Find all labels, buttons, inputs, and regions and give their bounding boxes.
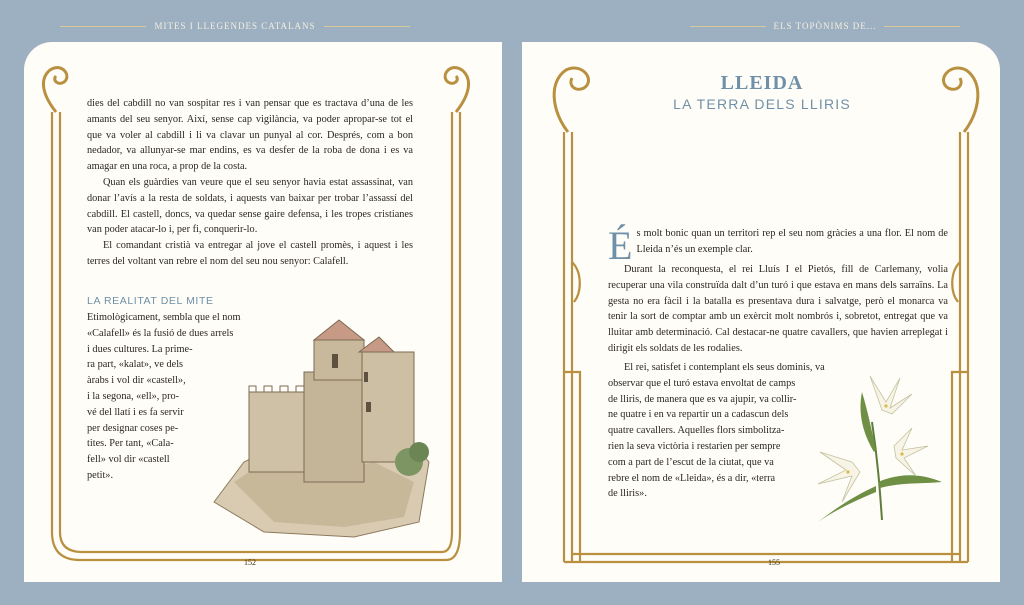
paragraph: El comandant cristià va entregar al jove el castell promès, i aquest i les terres del voltant van rebre el nom del seu nou senyor: Calafell. <box>87 240 413 267</box>
text-line: ra part, «kalat», ve dels <box>87 359 184 371</box>
running-head-right <box>690 12 960 40</box>
chapter-subtitle: LA TERRA DELS LLIRIS <box>673 96 851 112</box>
chapter-title: LLEIDA <box>720 72 804 94</box>
right-body <box>608 223 948 357</box>
header-rule <box>324 26 410 27</box>
running-head-right-text: ELS TOPÒNIMS DE... <box>773 21 877 31</box>
text-line: Etimològicament, sembla que el nom <box>87 312 241 323</box>
text-line: rebre el nom de «Lleida», és a dir, «terra <box>608 472 776 484</box>
running-head-left-text: MITES I LLEGENDES CATALANS <box>154 21 316 31</box>
page-number: 155 <box>768 558 780 567</box>
text-line: de lliris, de manera que es va ajupir, va collir- <box>608 393 797 405</box>
paragraph: dies del cabdill no van sospitar res i van pensar que es tractava d’una de les amants del seu senyor. Així, sense cap vigilància, va poder apropar-se tot el que va voler al cabdill i li va clavar un punyal al cor. Després, com a bon nedador, va allunyar-se mar endins, es va desfer de la roba de dona i es va amagar en una roca, a prop de la costa. <box>87 98 413 173</box>
text-line: àrabs i vol dir «castell», <box>87 375 186 387</box>
text-line: tites. Per tant, «Cala- <box>87 438 174 450</box>
text-line: per designar coses pe- <box>87 422 179 434</box>
right-body-wrapped <box>608 360 825 502</box>
text-line: «Calafell» és la fusió de dues arrels <box>87 327 234 339</box>
text-line: de lliris». <box>608 488 647 500</box>
paragraph-text: s molt bonic quan un territori rep el seu nom gràcies a una flor. El nom de Lleida n’és un exemple clar. <box>636 228 948 255</box>
lily-illustration <box>812 372 952 522</box>
text-line: fell» vol dir «castell <box>87 454 170 466</box>
text-line: i la segona, «ell», pro- <box>87 390 180 402</box>
text-line: petit». <box>87 469 114 481</box>
running-head-left <box>60 12 410 40</box>
text-line: vé del llatí i es fa servir <box>87 406 184 418</box>
dropcap: É <box>608 223 633 268</box>
header-rule <box>60 26 146 27</box>
header-rule <box>884 26 960 27</box>
right-page <box>522 42 1000 582</box>
text-line: observar que el turó estava envoltat de camps <box>608 377 796 389</box>
left-body <box>87 96 413 270</box>
text-line: El rei, satisfet i contemplant els seus dominis, va <box>624 362 825 373</box>
paragraph: Durant la reconquesta, el rei Lluís I el Pietós, fill de Carlemany, volia recuperar una vila construïda dalt d’un turó i que estava en mans dels sarraïns. La gesta no era fàcil i la batalla es presentava dura i salvatge, però el monarca va tenir la sort de comptar amb un exèrcit molt nombrós i, sobretot, entregat que va lluitar amb determinació. Cal destacar-ne quatre cavallers, que havien arreplegat i dirigit els soldats de les rodalies. <box>608 264 948 354</box>
page-number: 152 <box>244 558 256 567</box>
left-page <box>24 42 502 582</box>
section-title: LA REALITAT DEL MITE <box>87 295 214 307</box>
text-line: i dues cultures. La prime- <box>87 343 193 355</box>
castle-illustration <box>204 312 434 542</box>
paragraph: Quan els guàrdies van veure que el seu senyor havia estat assassinat, van donar l’avís a la resta de soldats, i aquests van baixar per trobar l’assassí del cabdill. El castell, doncs, va quedar sense gaire defensa, i les tropes cristianes van poder atacar-lo i, per fi, conquerir-lo. <box>87 176 413 236</box>
text-line: quatre cavallers. Aquelles flors simbolitza- <box>608 425 785 437</box>
text-line: rien la seva victòria i restarien per sempre <box>608 440 781 452</box>
header-rule <box>690 26 766 27</box>
paragraph <box>608 223 948 268</box>
text-line: ne quatre i en va repartir un a cadascun dels <box>608 409 789 421</box>
text-line: com a part de l’escut de la ciutat, que va <box>608 456 774 468</box>
